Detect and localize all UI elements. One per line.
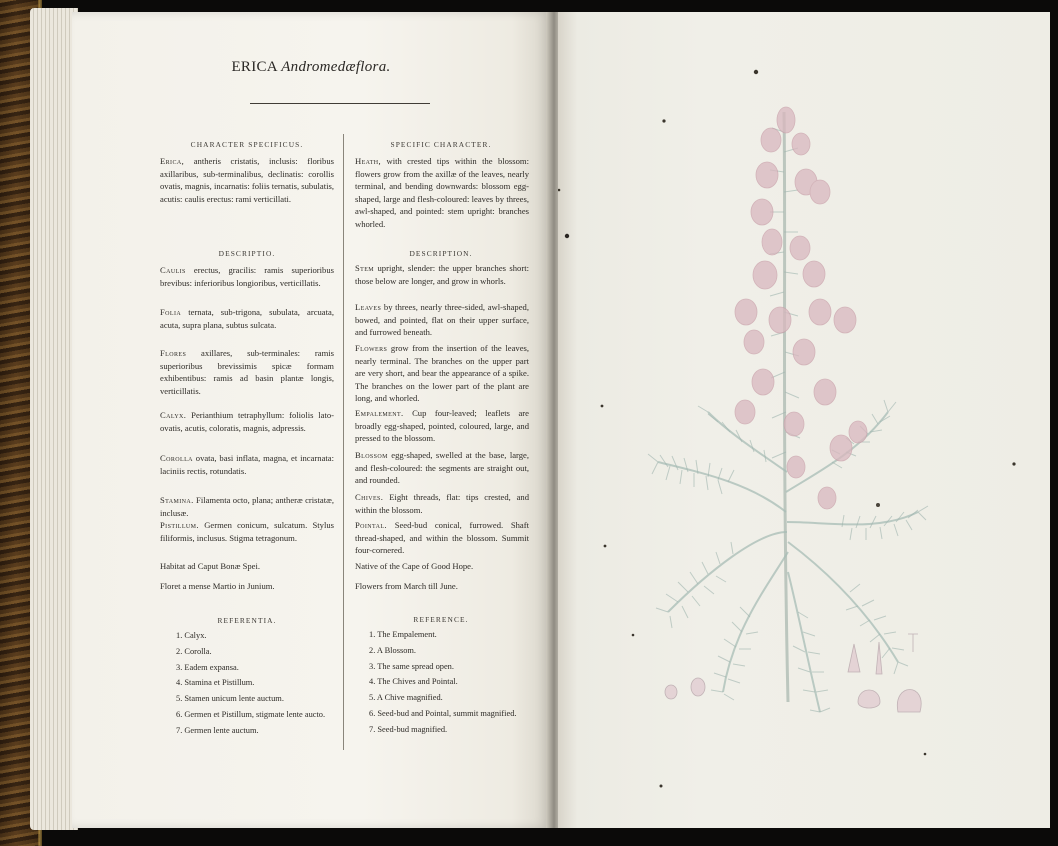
latin-flores-body: axillares, sub-terminales: ramis superioribus brevissimis spicæ formam exhibentibus: ramis ad basin plantæ longis, verticillatis. [160, 348, 334, 396]
latin-floret: Floret a mense Martio in Junium. [160, 581, 275, 591]
latin-habitat: Habitat ad Caput Bonæ Spei. [160, 561, 261, 571]
english-stem [355, 262, 529, 287]
english-stem-lead: Stem [355, 263, 375, 273]
foxing-spot [662, 119, 665, 122]
english-pointal [355, 519, 529, 557]
latin-folia-lead: Folia [160, 307, 182, 317]
foxing-spot [1012, 462, 1015, 465]
latin-ref-item: 6. Germen et Pistillum, stigmate lente aucto. [176, 710, 326, 719]
latin-corolla-body: ovata, basi inflata, magna, et incarnata: laciniis rectis, rotundatis. [160, 453, 334, 476]
foxing-spot [754, 70, 758, 74]
latin-pistillum-lead: Pistillum. [160, 520, 199, 530]
english-flowers-lead: Flowers [355, 343, 388, 353]
english-chives-lead: Chives. [355, 492, 384, 502]
latin-corolla [160, 452, 334, 477]
english-ref-item: 1. The Empalement. [369, 630, 437, 639]
heath-plant-illustration [558, 12, 1050, 828]
latin-calyx-body: Perianthium tetraphyllum: foliolis lato-ovatis, acutis, coloratis, magnis, adpressis. [160, 410, 334, 433]
english-chives-body: Eight threads, flat: tips crested, and within the blossom. [355, 492, 529, 515]
plate-page [558, 12, 1050, 828]
text-page [72, 12, 550, 828]
foxing-spot [604, 545, 607, 548]
english-ref-item: 4. The Chives and Pointal. [369, 677, 458, 686]
english-flowering-time: Flowers from March till June. [355, 581, 458, 591]
english-leaves [355, 301, 529, 339]
english-pointal-lead: Pointal. [355, 520, 387, 530]
foxing-spot [558, 189, 560, 192]
english-chives [355, 491, 529, 516]
latin-descriptio-heading: DESCRIPTIO. [218, 249, 276, 258]
latin-calyx-lead: Calyx. [160, 410, 187, 420]
english-ref-item: 6. Seed-bud and Pointal, summit magnified. [369, 709, 517, 718]
latin-character-text [160, 155, 334, 205]
latin-caulis [160, 264, 334, 289]
foxing-spot [565, 234, 569, 238]
latin-character-lead: Erica, [160, 156, 185, 166]
latin-caulis-body: erectus, gracilis: ramis superioribus brevibus: inferioribus longioribus, verticillatis. [160, 265, 334, 288]
english-blossom-lead: Blossom [355, 450, 388, 460]
page-title [72, 59, 550, 76]
latin-character-heading: CHARACTER SPECIFICUS. [190, 140, 304, 149]
english-native: Native of the Cape of Good Hope. [355, 561, 474, 571]
plant-stem [784, 112, 788, 702]
dissection-figures [665, 634, 921, 712]
latin-ref-item: 5. Stamen unicum lente auctum. [176, 694, 284, 703]
page-edges [30, 8, 78, 830]
title-species: Andromedæflora. [281, 59, 391, 75]
latin-stamina-lead: Stamina. [160, 495, 194, 505]
foxing-spot [660, 785, 663, 788]
english-ref-item: 7. Seed-bud magnified. [369, 725, 448, 734]
column-rule [343, 134, 344, 750]
english-stem-body: upright, slender: the upper branches short: those below are longer, and grow in whorls. [355, 263, 529, 286]
latin-folia-body: ternata, sub-trigona, subulata, arcuata, acuta, supra plana, subtus sulcata. [160, 307, 334, 330]
latin-flores-lead: Flores [160, 348, 187, 358]
latin-ref-item: 1. Calyx. [176, 631, 207, 640]
english-flowers [355, 342, 529, 405]
english-reference-heading: REFERENCE. [413, 615, 469, 624]
latin-pistillum [160, 519, 334, 544]
latin-calyx [160, 409, 334, 434]
latin-ref-item: 4. Stamina et Pistillum. [176, 678, 255, 687]
english-ref-item: 2. A Blossom. [369, 646, 417, 655]
english-leaves-body: by threes, nearly three-sided, awl-shaped, bowed, and pointed, flat on their upper surface, and furrowed beneath. [355, 302, 529, 338]
english-leaves-lead: Leaves [355, 302, 382, 312]
english-empalement-lead: Empalement. [355, 408, 404, 418]
title-rule [250, 103, 430, 104]
english-pointal-body: Seed-bud conical, furrowed. Shaft thread-shaped, and within the blossom. Summit four-cornered. [355, 520, 529, 556]
latin-corolla-lead: Corolla [160, 453, 193, 463]
english-empalement-body: Cup four-leaved; leaflets are broadly egg-shaped, pointed, coloured, large, and pressed to the blossom. [355, 408, 529, 444]
foxing-spot [601, 405, 604, 408]
english-ref-item: 5. A Chive magnified. [369, 693, 443, 702]
english-character-body: with crested tips within the blossom: flowers grow from the axillæ of the leaves, nearly terminal, and bending downwards: blossom egg-shaped, large and flesh-coloured: leaves by threes, awl-shaped, and pointed: stem upright: branches whorled. [355, 156, 529, 229]
latin-flores [160, 347, 334, 397]
title-genus: ERICA [231, 59, 278, 75]
english-flowers-body: grow from the insertion of the leaves, nearly terminal. The branches on the upper part are very short, and bear the appearance of a spike. The branches on the lower part of the plant are long, and whorled. [355, 343, 530, 404]
latin-ref-item: 3. Eadem expansa. [176, 663, 239, 672]
latin-folia [160, 306, 334, 331]
latin-ref-item: 7. Germen lente auctum. [176, 726, 259, 735]
english-character-lead: Heath, [355, 156, 382, 166]
foxing-spot [876, 503, 880, 507]
latin-caulis-lead: Caulis [160, 265, 186, 275]
english-description-heading: DESCRIPTION. [409, 249, 473, 258]
english-empalement [355, 407, 529, 445]
latin-stamina-body: Filamenta octo, plana; antheræ cristatæ, inclusæ. [160, 495, 334, 518]
english-character-text [355, 155, 529, 231]
latin-stamina [160, 494, 334, 519]
latin-pistillum-body: Germen conicum, sulcatum. Stylus filiformis, inclusus. Stigma tetragonum. [160, 520, 334, 543]
foxing-spot [632, 634, 635, 637]
latin-ref-item: 2. Corolla. [176, 647, 212, 656]
foxing-spot [924, 753, 927, 756]
latin-referentia-heading: REFERENTIA. [217, 616, 277, 625]
english-ref-item: 3. The same spread open. [369, 662, 454, 671]
latin-character-body: antheris cristatis, inclusis: floribus axillaribus, sub-terminalibus, declinatis: corollis ovatis, magnis, incarnatis: foliis ternatis, subulatis, acutis: caulis erectus: rami verticillati. [160, 156, 334, 204]
english-blossom-body: egg-shaped, swelled at the base, large, and flesh-coloured: the segments are straight out, and rounded. [355, 450, 529, 486]
english-character-heading: SPECIFIC CHARACTER. [390, 140, 492, 149]
english-blossom [355, 449, 529, 487]
